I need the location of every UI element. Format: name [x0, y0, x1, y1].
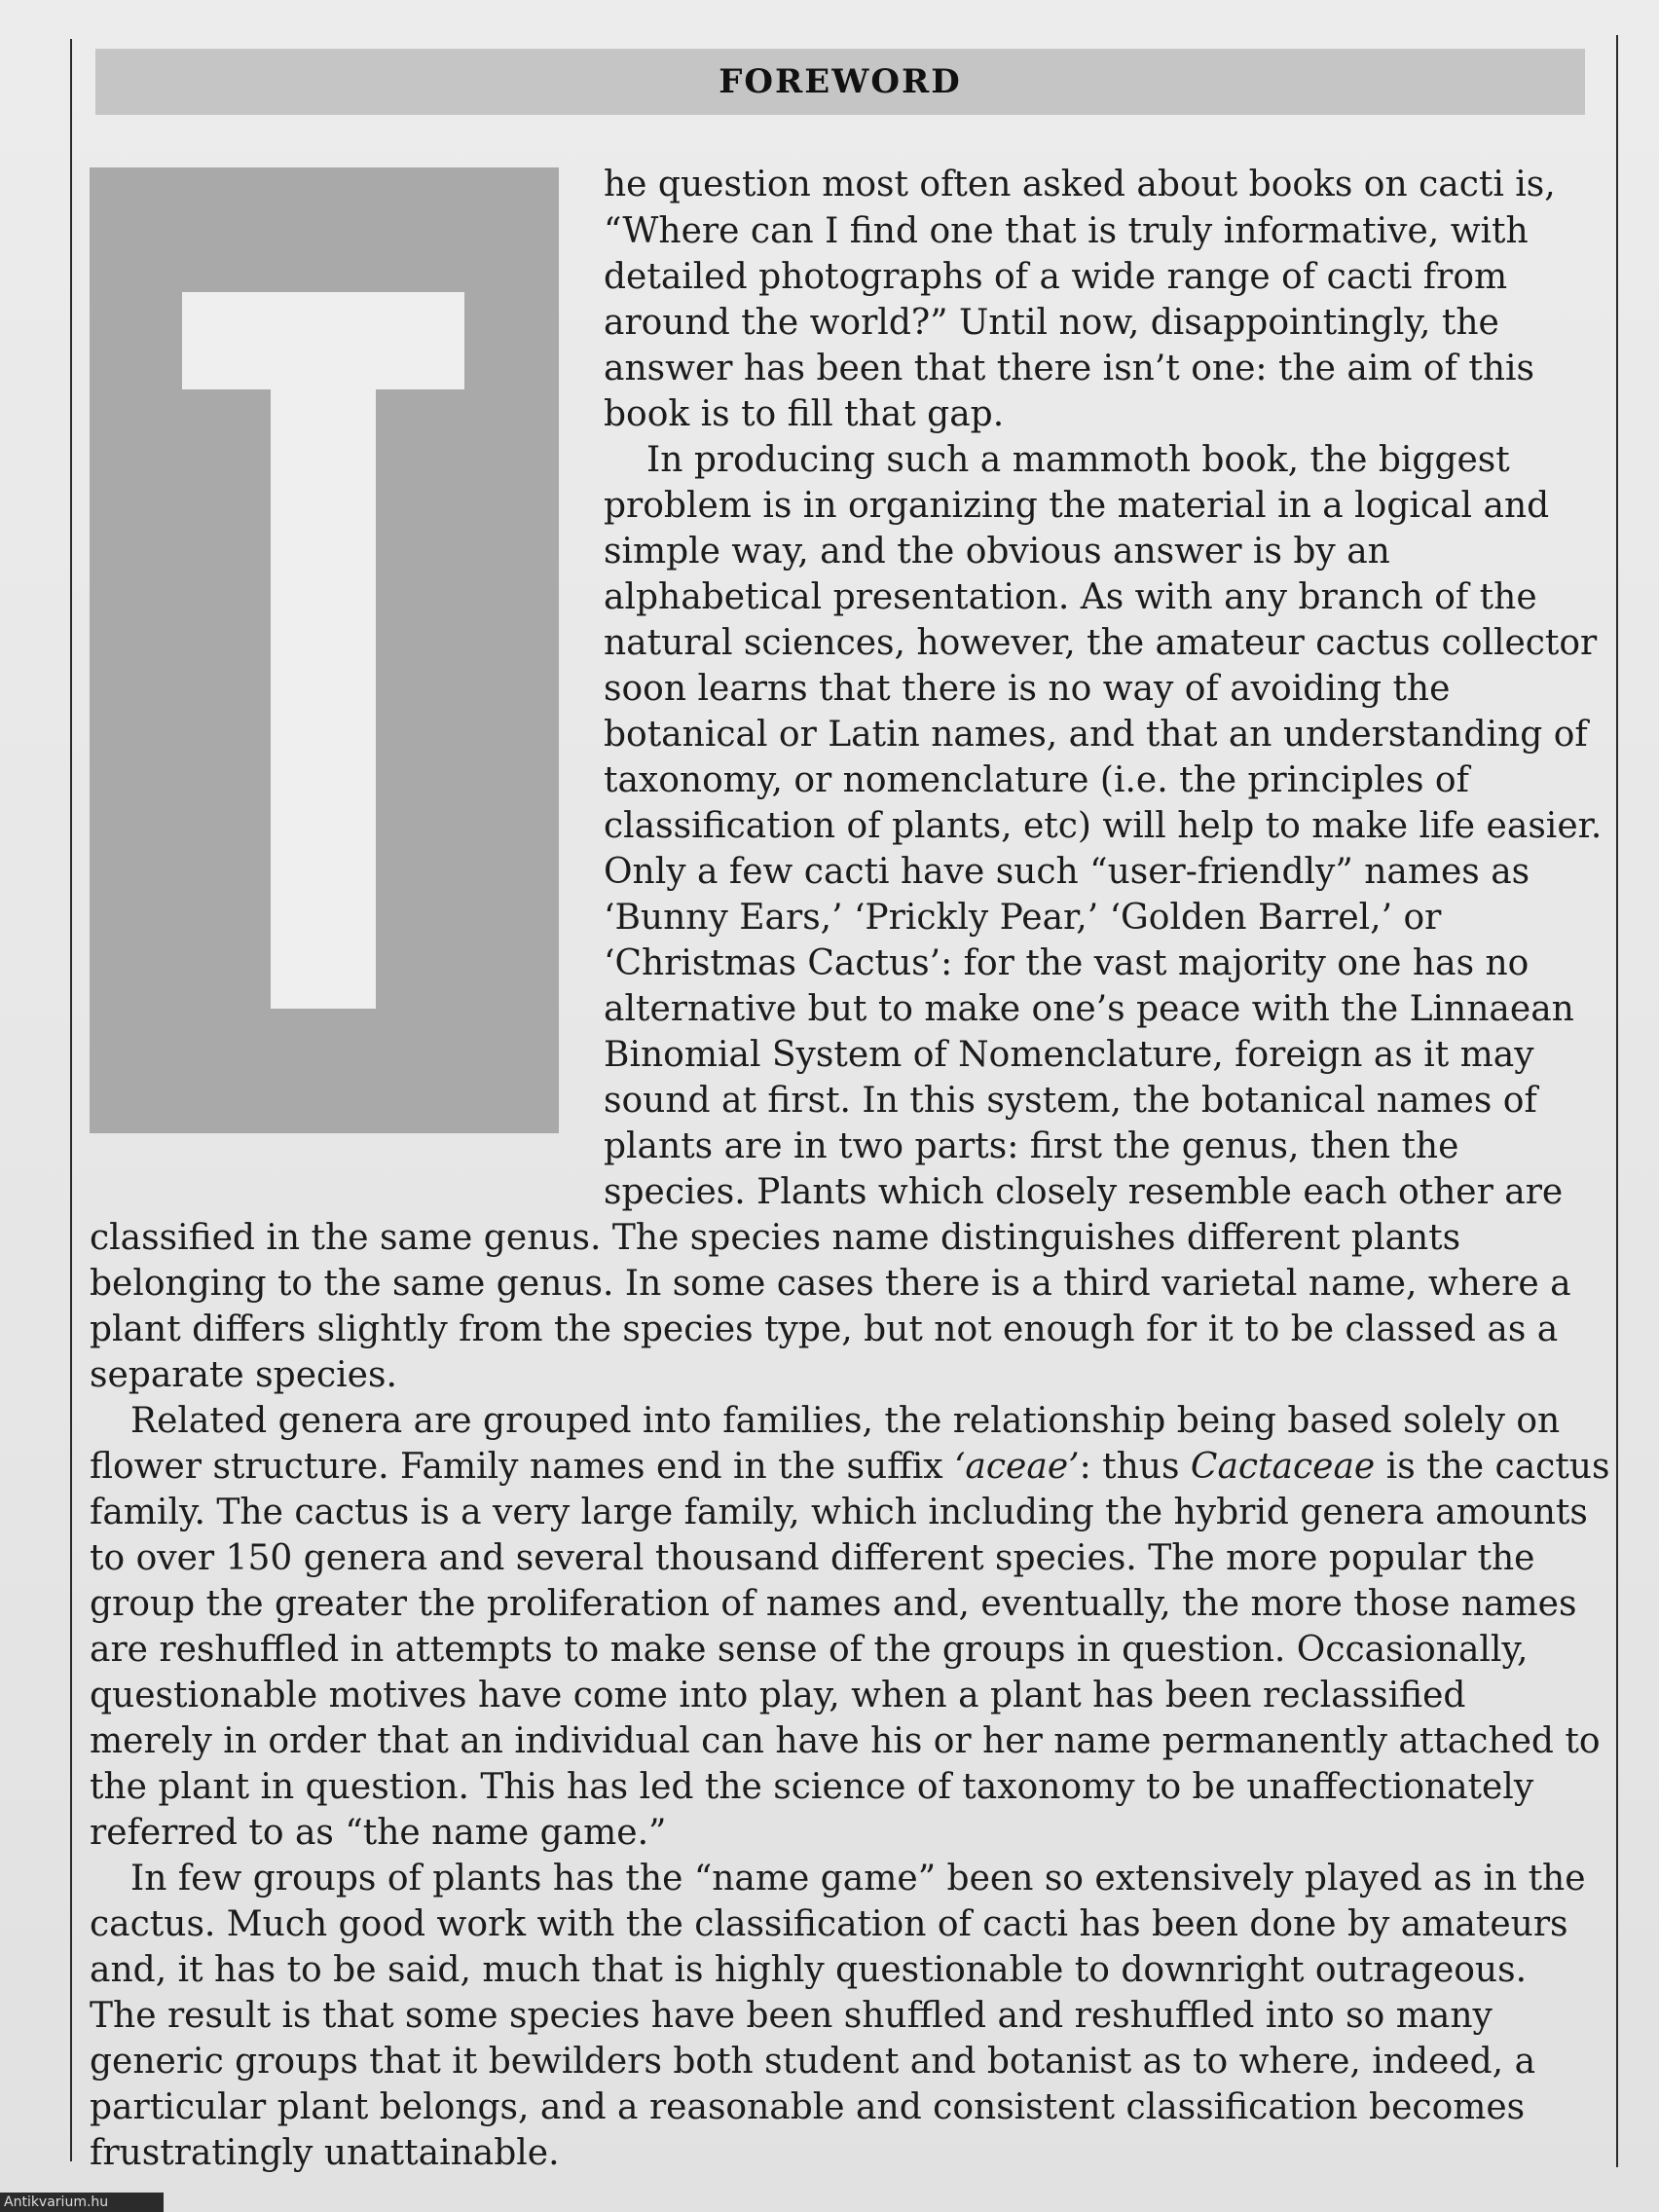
text-line: classification of plants, etc) will help to make life easier.	[604, 806, 1603, 846]
italic-suffix: ‘aceae’	[953, 1447, 1080, 1487]
text-run: : thus	[1079, 1447, 1191, 1487]
text-line: book is to fill that gap.	[604, 394, 1005, 434]
text-run: is the cactus	[1375, 1447, 1610, 1487]
text-line: and, it has to be said, much that is highly questionable to downright outrageous.	[90, 1950, 1528, 1990]
text-line: In producing such a mammoth book, the biggest	[646, 440, 1510, 480]
text-line: referred to as “the name game.”	[90, 1813, 667, 1853]
drop-cap-stem	[271, 292, 376, 1009]
text-line: group the greater the proliferation of names and, eventually, the more those names	[90, 1584, 1577, 1624]
drop-cap	[90, 167, 559, 1133]
header-band	[95, 49, 1585, 115]
text-line: around the world?” Until now, disappointingly, the	[604, 303, 1499, 343]
text-line: generic groups that it bewilders both student and botanist as to where, indeed, a	[90, 2042, 1536, 2082]
text-line: alphabetical presentation. As with any branch of the	[604, 577, 1537, 617]
text-line: botanical or Latin names, and that an understanding of	[604, 715, 1588, 755]
text-line: to over 150 genera and several thousand different species. The more popular the	[90, 1538, 1535, 1578]
text-line	[90, 1448, 1609, 1487]
text-line: he question most often asked about books on cacti is,	[604, 165, 1556, 204]
text-line: problem is in organizing the material in a logical and	[604, 486, 1550, 526]
text-line: ‘Christmas Cactus’: for the vast majority one has no	[604, 943, 1530, 983]
text-line: alternative but to make one’s peace with the Linnaean	[604, 989, 1574, 1029]
text-line: are reshuffled in attempts to make sense of the groups in question. Occasionally,	[90, 1630, 1529, 1670]
text-line: classified in the same genus. The species name distinguishes different plants	[90, 1218, 1461, 1258]
text-line: cactus. Much good work with the classification of cacti has been done by amateurs	[90, 1904, 1568, 1944]
italic-family-name: Cactaceae	[1190, 1447, 1376, 1487]
text-line: species. Plants which closely resemble each other are	[604, 1172, 1564, 1212]
text-line: answer has been that there isn’t one: the aim of this	[604, 349, 1534, 388]
right-margin-rule	[1616, 35, 1618, 2167]
text-line: particular plant belongs, and a reasonable and consistent classification becomes	[90, 2087, 1526, 2127]
text-line: natural sciences, however, the amateur cactus collector	[604, 623, 1598, 663]
text-line: In few groups of plants has the “name game” been so extensively played as in the	[130, 1859, 1586, 1899]
text-line: taxonomy, or nomenclature (i.e. the principles of	[604, 760, 1469, 800]
text-line: belonging to the same genus. In some cases there is a third varietal name, where a	[90, 1264, 1571, 1304]
text-line: the plant in question. This has led the science of taxonomy to be unaffectionately	[90, 1767, 1534, 1807]
text-line: simple way, and the obvious answer is by an	[604, 532, 1390, 571]
text-line: ‘Bunny Ears,’ ‘Prickly Pear,’ ‘Golden Barrel,’ or	[604, 898, 1442, 938]
text-line: Related genera are grouped into families, the relationship being based solely on	[130, 1401, 1561, 1441]
text-line: frustratingly unattainable.	[90, 2133, 560, 2173]
page-title: FOREWORD	[719, 62, 962, 101]
text-line: plant differs slightly from the species type, but not enough for it to be classed as a	[90, 1309, 1559, 1349]
text-line: family. The cactus is a very large family, which including the hybrid genera amounts	[90, 1493, 1588, 1532]
left-margin-rule	[70, 39, 72, 2161]
text-line: “Where can I find one that is truly informative, with	[604, 211, 1529, 251]
text-line: merely in order that an individual can have his or her name permanently attached to	[90, 1721, 1601, 1761]
text-line: plants are in two parts: first the genus, then the	[604, 1126, 1459, 1166]
text-line: Binomial System of Nomenclature, foreign as it may	[604, 1035, 1534, 1075]
text-line: Only a few cacti have such “user-friendly” names as	[604, 852, 1530, 892]
text-line: soon learns that there is no way of avoiding the	[604, 669, 1451, 709]
text-line: detailed photographs of a wide range of cacti from	[604, 257, 1508, 297]
watermark: Antikvarium.hu	[0, 2193, 164, 2212]
text-line: The result is that some species have been shuffled and reshuffled into so many	[90, 1996, 1493, 2036]
text-run: flower structure. Family names end in the suffix	[90, 1447, 954, 1487]
text-line: questionable motives have come into play, when a plant has been reclassified	[90, 1676, 1466, 1715]
text-line: separate species.	[90, 1355, 397, 1395]
text-line: sound at first. In this system, the botanical names of	[604, 1081, 1537, 1121]
